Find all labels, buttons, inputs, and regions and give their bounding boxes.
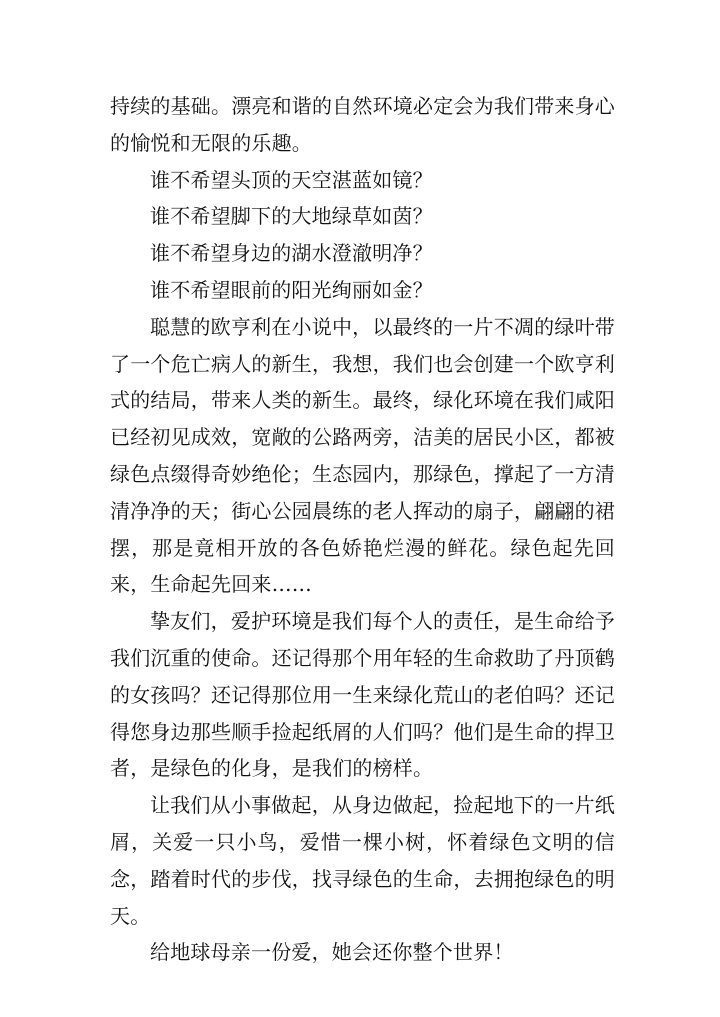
paragraph-7: 挚友们，爱护环境是我们每个人的责任，是生命给予我们沉重的使命。还记得那个用年轻的生命救助了丹顶鹤的女孩吗？还记得那位用一生来绿化荒山的老伯吗？还记得您身边那些顺手捡起纸屑的人们吗？他们是生命的捍卫者，是绿色的化身，是我们的榜样。 <box>110 609 615 781</box>
paragraph-9: 给地球母亲一份爱，她会还你整个世界！ <box>150 940 514 965</box>
paragraph-8: 让我们从小事做起，从身边做起，捡起地下的一片纸屑，关爱一只小鸟，爱惜一棵小树，怀着绿色文明的信念，踏着时代的步伐，找寻绿色的生命，去拥抱绿色的明天。 <box>110 793 615 928</box>
document-body <box>110 88 615 971</box>
paragraph-2: 谁不希望头顶的天空湛蓝如镜？ <box>150 167 433 192</box>
paragraph-5: 谁不希望眼前的阳光绚丽如金？ <box>150 277 433 302</box>
paragraph-4: 谁不希望身边的湖水澄澈明净？ <box>150 241 433 266</box>
paragraph-1: 持续的基础。漂亮和谐的自然环境必定会为我们带来身心的愉悦和无限的乐趣。 <box>110 94 615 155</box>
paragraph-6: 聪慧的欧亨利在小说中，以最终的一片不凋的绿叶带了一个危亡病人的新生，我想，我们也会创建一个欧亨利式的结局，带来人类的新生。最终，绿化环境在我们咸阳已经初见成效，宽敞的公路两旁，洁美的居民小区，都被绿色点缀得奇妙绝伦；生态园内，那绿色，撑起了一方清清净净的天；街心公园晨练的老人挥动的扇子，翩翩的裙摆，那是竟相开放的各色娇艳烂漫的鲜花。绿色起先回来，生命起先回来…… <box>110 314 615 597</box>
paragraph-3: 谁不希望脚下的大地绿草如茵？ <box>150 204 433 229</box>
